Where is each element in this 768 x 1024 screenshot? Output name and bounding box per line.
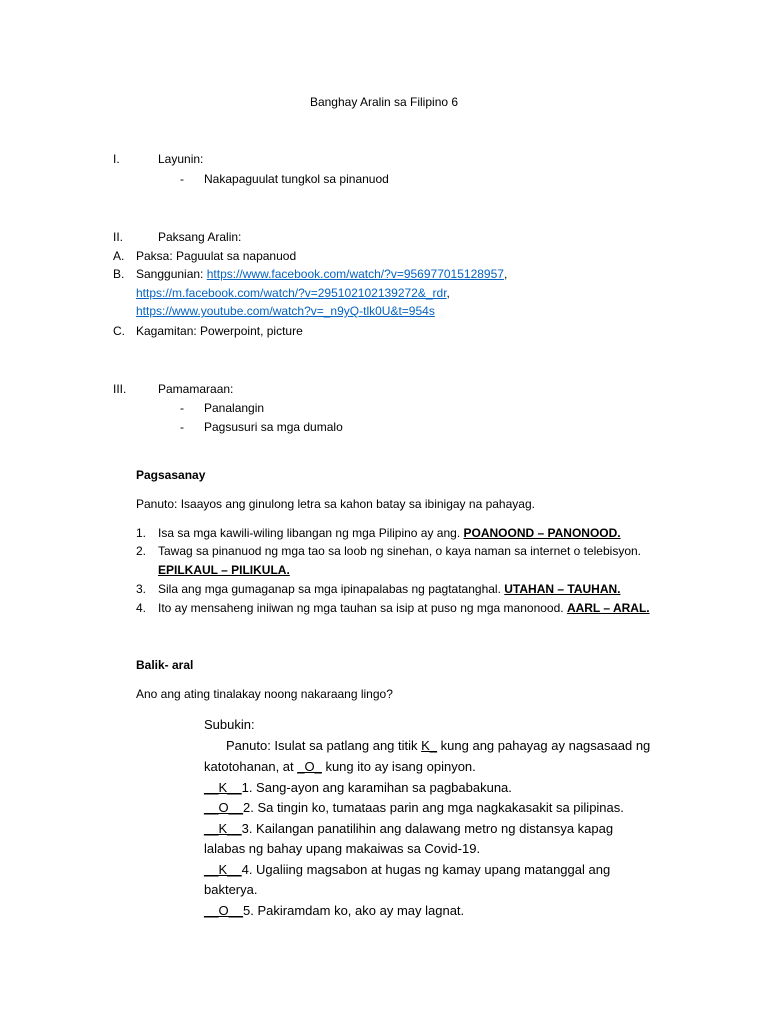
pagsasanay-item-4 — [158, 600, 650, 616]
o-blank: _O_ — [297, 759, 322, 774]
item-text: 2. Sa tingin ko, tumataas parin ang mga nagkakasakit sa pilipinas. — [243, 800, 624, 815]
panuto-text: kung ang pahayag ay nagsasaad ng — [437, 738, 651, 753]
section-numeral-1: I. — [113, 152, 120, 166]
list-number: 3. — [136, 582, 147, 596]
answer-blank: __K__ — [204, 780, 242, 795]
pagsasanay-item-1 — [158, 525, 621, 541]
subukin-item-4 — [204, 860, 610, 880]
answer-blank: __O__ — [204, 800, 244, 815]
panuto-text: kung ito ay isang opinyon. — [321, 759, 476, 774]
list-letter-b: B. — [113, 267, 125, 281]
subukin-item-3 — [204, 819, 613, 839]
section-heading-paksang-aralin: Paksang Aralin: — [158, 230, 242, 244]
list-number: 4. — [136, 601, 147, 615]
k-blank: K_ — [421, 738, 438, 753]
bullet-dash: - — [180, 401, 184, 415]
section-heading-layunin: Layunin: — [158, 152, 204, 166]
list-number: 1. — [136, 526, 147, 540]
balik-aral-question: Ano ang ating tinalakay noong nakaraang lingo? — [136, 687, 393, 701]
subukin-heading: Subukin: — [204, 717, 255, 732]
comma: , — [446, 286, 450, 300]
pagsasanay-panuto: Panuto: Isaayos ang ginulong letra sa kahon batay sa ibinigay na pahayag. — [136, 497, 535, 511]
list-letter-a: A. — [113, 249, 125, 263]
item-text: Isa sa mga kawili-wiling libangan ng mga Pilipino ay ang. — [158, 526, 464, 540]
list-number: 2. — [136, 544, 147, 558]
panuto-text: Panuto: Isulat sa patlang ang titik — [226, 738, 422, 753]
section-numeral-3: III. — [113, 382, 127, 396]
item-text: 4. Ugaliing magsabon at hugas ng kamay upang matanggal ang — [241, 862, 611, 877]
subukin-panuto-line-1 — [226, 736, 650, 756]
pagsasanay-heading: Pagsasanay — [136, 468, 206, 482]
answer-blank: __O__ — [204, 903, 244, 918]
balik-aral-heading: Balik- aral — [136, 658, 194, 672]
pagsasanay-item-2: Tawag sa pinanuod ng mga tao sa loob ng sinehan, o kaya naman sa internet o telebisyon. — [158, 544, 641, 558]
document-title: Banghay Aralin sa Filipino 6 — [309, 95, 459, 109]
pamamaraan-item-1: Panalangin — [204, 401, 265, 415]
item-answer: UTAHAN – TAUHAN. — [504, 582, 621, 596]
answer-blank: __K__ — [204, 821, 242, 836]
item-answer: EPILKAUL – PILIKULA. — [158, 563, 290, 577]
item-answer: POANOOND – PANONOOD. — [463, 526, 621, 540]
list-letter-c: C. — [113, 324, 125, 338]
section-numeral-2: II. — [113, 230, 124, 244]
bullet-dash: - — [180, 420, 184, 434]
paksa-text: Paksa: Paguulat sa napanuod — [136, 249, 297, 263]
sanggunian-line-3 — [136, 303, 435, 319]
item-text: Ito ay mensaheng iniiwan ng mga tauhan sa isip at puso ng mga manonood. — [158, 601, 567, 615]
answer-blank: __K__ — [204, 862, 242, 877]
item-text: 1. Sang-ayon ang karamihan sa pagbabakuna. — [241, 780, 512, 795]
sanggunian-label: Sanggunian: — [136, 267, 207, 281]
sanggunian-line — [136, 266, 507, 282]
subukin-item-3-cont: lalabas ng bahay upang makaiwas sa Covid-19. — [204, 841, 481, 856]
panuto-text: katotohanan, at — [204, 759, 298, 774]
facebook-link-2[interactable]: https://m.facebook.com/watch/?v=295102102139272&_rdr — [136, 286, 447, 300]
bullet-dash: - — [180, 172, 184, 186]
layunin-item: Nakapaguulat tungkol sa pinanuod — [204, 172, 389, 186]
item-text: 5. Pakiramdam ko, ako ay may lagnat. — [243, 903, 465, 918]
section-heading-pamamaraan: Pamamaraan: — [158, 382, 234, 396]
sanggunian-line-2 — [136, 285, 450, 301]
item-answer: AARL – ARAL. — [566, 601, 650, 615]
item-text: Sila ang mga gumaganap sa mga ipinapalabas ng pagtatanghal. — [158, 582, 505, 596]
pagsasanay-item-3 — [158, 581, 620, 597]
subukin-item-2 — [204, 798, 624, 818]
subukin-item-1 — [204, 778, 512, 798]
subukin-item-4-cont: bakterya. — [204, 882, 258, 897]
kagamitan-text: Kagamitan: Powerpoint, picture — [136, 324, 303, 338]
pamamaraan-item-2: Pagsusuri sa mga dumalo — [204, 420, 343, 434]
youtube-link[interactable]: https://www.youtube.com/watch?v=_n9yQ-tlk0U&t=954s — [136, 304, 435, 318]
facebook-link-1[interactable]: https://www.facebook.com/watch/?v=956977015128957 — [206, 267, 504, 281]
item-text: 3. Kailangan panatilihin ang dalawang metro ng distansya kapag — [241, 821, 614, 836]
subukin-panuto-line-2 — [204, 757, 476, 777]
subukin-item-5 — [204, 901, 464, 921]
comma: , — [503, 267, 508, 281]
